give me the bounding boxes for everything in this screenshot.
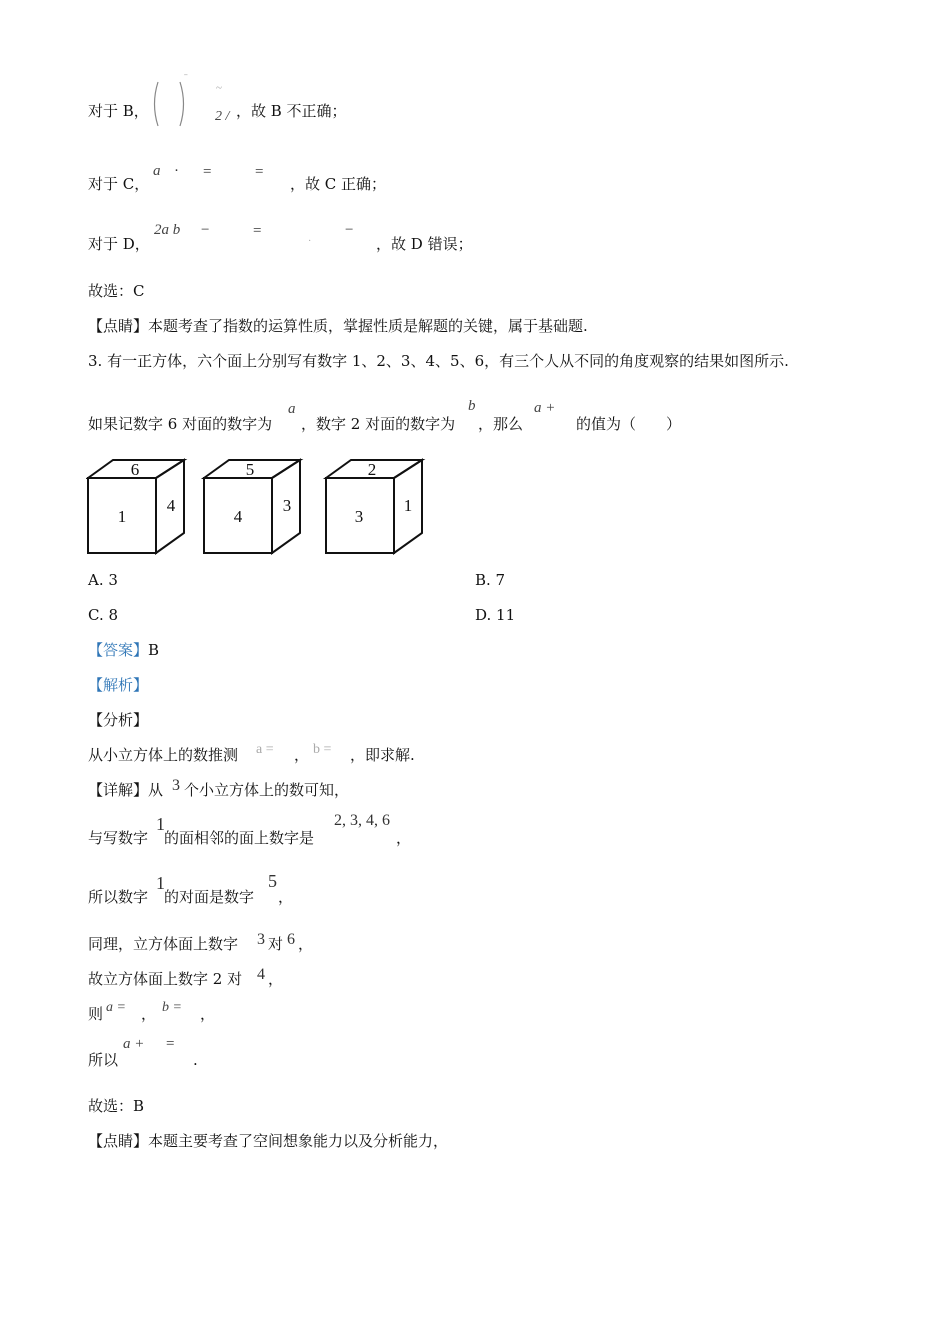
text: 如果记数字 6 对面的数字为: [88, 415, 273, 433]
cube-3: [326, 460, 422, 553]
b-expr-mid: ~: [216, 82, 222, 94]
cube-3-front: 3: [354, 507, 364, 526]
adjacent-one: 1: [156, 814, 165, 834]
var-b: b: [468, 398, 476, 414]
option-c: C. 8: [88, 606, 119, 624]
b-expr-low: 2 /: [215, 109, 230, 124]
adjacent-mid: 的面相邻的面上数字是: [164, 829, 315, 847]
adjacent-tail: ，: [396, 829, 412, 847]
then-a-eq: a =: [106, 1000, 126, 1015]
cube-1-front: 1: [117, 507, 127, 526]
d-tail: ·: [308, 236, 312, 247]
infer-line: 从小立方体上的数推测: [88, 746, 239, 764]
review-2: 【点睛】本题主要考查了空间想象能力以及分析能力，: [88, 1132, 449, 1150]
same-six: 6: [287, 931, 295, 948]
text: 对于 D，: [88, 235, 150, 253]
infer-comma: ，: [294, 746, 310, 764]
line-option-b-suffix: [236, 101, 347, 121]
cubes-figure: [86, 458, 426, 558]
c-eq2: =: [255, 164, 264, 180]
opposite-tail: ，: [278, 888, 294, 906]
question-3-line2-c: ，那么: [478, 415, 524, 433]
cube-2-top: 5: [245, 460, 255, 479]
cube-3-side: 1: [403, 496, 413, 515]
then-tail: ，: [200, 1005, 216, 1023]
so-eq: =: [166, 1036, 175, 1052]
question-3: 3. 有一正方体，六个面上分别写有数字 1、2、3、4、5、6，有三个人从不同的角度观察的结果如图所示.: [88, 352, 789, 370]
question-3-line2-b: ，数字 2 对面的数字为: [301, 415, 456, 433]
detail-line: 【详解】从: [88, 781, 164, 799]
question-3-line2: [88, 414, 272, 434]
opposite-line: 所以数字: [88, 888, 149, 906]
detail-three: 3: [172, 777, 180, 794]
same2-four: 4: [257, 966, 265, 983]
answer-value: B: [148, 641, 160, 659]
var-a: a: [288, 401, 296, 417]
line-option-b: [88, 101, 149, 121]
line-option-c: [88, 174, 149, 194]
c-eq1: =: [203, 164, 212, 180]
select-c: 故选：C: [88, 282, 145, 300]
a-plus: a +: [534, 400, 556, 416]
opposite-mid: 的对面是数字: [164, 888, 255, 906]
cube-2-front: 4: [233, 507, 243, 526]
cube-2: [204, 460, 300, 553]
cube-2-side: 3: [282, 496, 292, 515]
bracket-expression: [150, 78, 190, 130]
option-b: B. 7: [475, 571, 506, 589]
review-1: 【点睛】本题考查了指数的运算性质，掌握性质是解题的关键，属于基础题.: [88, 317, 588, 335]
d-eq: =: [253, 223, 262, 239]
option-d: D. 11: [475, 606, 516, 624]
infer-a-eq: a =: [256, 742, 274, 757]
cube-1-side: 4: [166, 496, 176, 515]
opposite-one: 1: [156, 873, 165, 893]
answer-tag: 【答案】: [88, 641, 149, 659]
cube-3-top: 2: [367, 460, 377, 479]
same-line: 同理，立方体面上数字: [88, 935, 239, 953]
same-three: 3: [257, 931, 265, 948]
same2-tail: ，: [268, 970, 284, 988]
line-option-d-suffix: [376, 234, 473, 254]
so-line: 所以: [88, 1051, 119, 1069]
text: ，故 B 不正确；: [236, 102, 347, 120]
text: 对于 B，: [88, 102, 149, 120]
same2-line: 故立方体面上数字 2 对: [88, 970, 243, 988]
detail-tail: 个小立方体上的数可知，: [184, 781, 350, 799]
cube-1-top: 6: [130, 460, 140, 479]
infer-tail: ，即求解.: [350, 746, 415, 764]
cube-1: [88, 460, 184, 553]
adjacent-seq: 2, 3, 4, 6: [334, 812, 390, 829]
c-a: a: [153, 163, 161, 179]
option-a: A. 3: [88, 571, 118, 589]
so-a-plus: a +: [123, 1036, 145, 1052]
b-expr-top: ˉ: [184, 72, 188, 84]
then-line: 则: [88, 1005, 104, 1023]
fenxi-tag: 【分析】: [88, 711, 149, 729]
select-b: 故选：B: [88, 1097, 145, 1115]
d-minus2: −: [345, 222, 354, 238]
analysis-tag: 【解析】: [88, 676, 149, 694]
c-dot: ·: [174, 163, 179, 179]
opposite-five: 5: [268, 871, 277, 891]
answer-line: [88, 640, 159, 660]
text: ，故 C 正确；: [290, 175, 387, 193]
same-tail: ，: [298, 935, 314, 953]
line-option-d: [88, 234, 150, 254]
question-3-line2-d: 的值为（ ）: [576, 415, 682, 433]
d-2ab: 2a b: [154, 222, 181, 238]
then-b-eq: b =: [162, 1000, 182, 1015]
so-tail: .: [193, 1051, 198, 1069]
adjacent-line: 与写数字: [88, 829, 149, 847]
infer-b-eq: b =: [313, 742, 332, 757]
d-minus: −: [201, 222, 210, 238]
text: ，故 D 错误；: [376, 235, 473, 253]
text: 对于 C，: [88, 175, 150, 193]
then-comma: ，: [141, 1005, 157, 1023]
same-mid: 对: [268, 935, 284, 953]
line-option-c-suffix: [290, 174, 386, 194]
